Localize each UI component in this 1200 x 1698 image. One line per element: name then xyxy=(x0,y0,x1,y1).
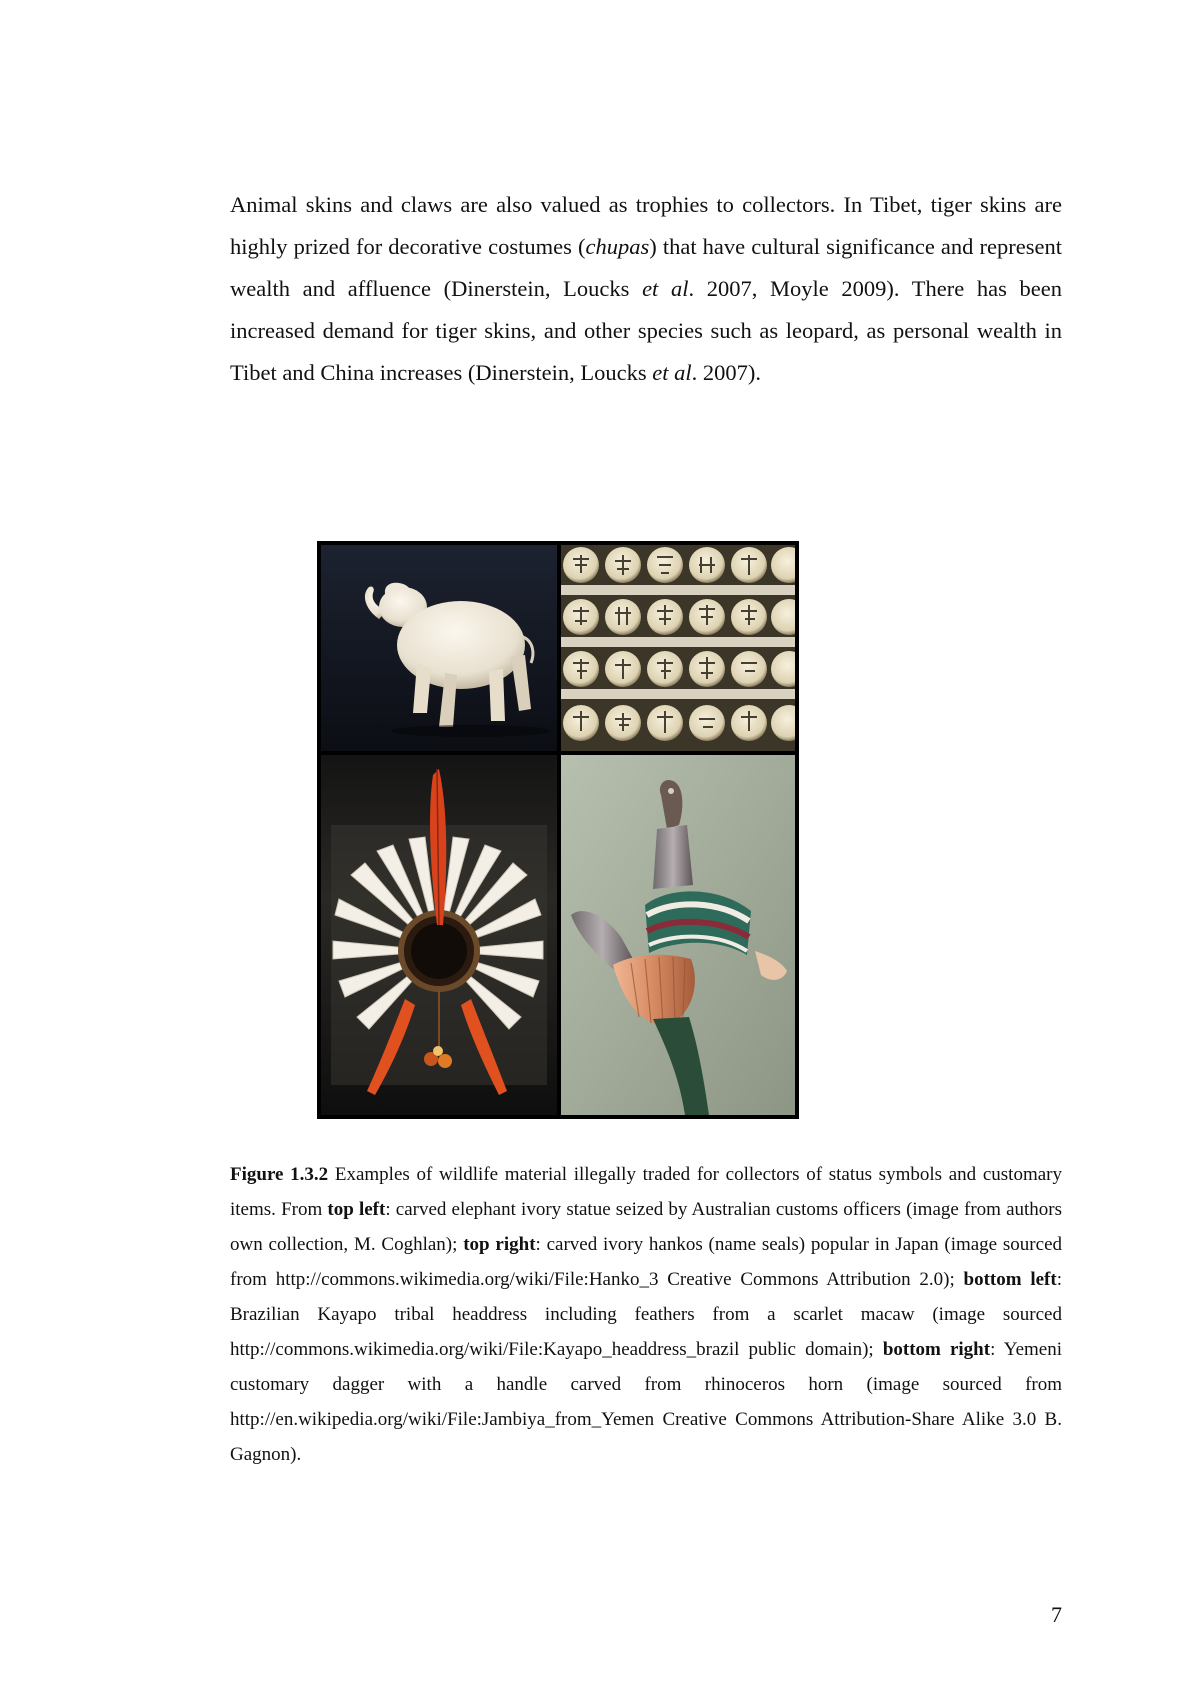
body-italic-et-al: et al xyxy=(652,360,692,385)
caption-figure-label: Figure 1.3.2 xyxy=(230,1164,329,1185)
page-number: 7 xyxy=(1051,1602,1062,1627)
caption-bold-bottom-right: bottom right xyxy=(882,1339,991,1360)
photo-ivory-elephant xyxy=(321,545,557,751)
caption-bold-top-right: top right xyxy=(463,1234,536,1255)
figure-image-grid xyxy=(317,541,799,1119)
caption-text-run: : Yemeni customary dagger with a handle carved from rhinoceros horn (image sourced from http://en.wikipedia.org/wiki/File:Jambiya_from_Yemen Creative Commons Attribution-Share Alike 3.0 B. Gagnon). xyxy=(230,1339,1063,1465)
caption-text-run: : carved elephant ivory statue seized by Australian customs officers (image from authors own collection, M. Coghlan); xyxy=(230,1199,1063,1255)
body-text-run: . 2007). xyxy=(691,360,761,385)
photo-yemeni-dagger xyxy=(561,755,795,1115)
caption-text-run: Examples of wildlife material illegally traded for collectors of status symbols and customary items. From xyxy=(230,1164,1062,1220)
body-italic-et-al: et al xyxy=(642,276,689,301)
caption-bold-bottom-left: bottom left xyxy=(963,1269,1057,1290)
kayapo-headdress-illustration xyxy=(321,755,557,1115)
body-text-run: . 2007, Moyle 2009). There has been increased demand for tiger skins, and other species such as leopard, as personal wealth in Tibet and China increases (Dinerstein, Loucks xyxy=(230,276,1062,385)
body-text-run: ) that have cultural significance and represent wealth and affluence (Dinerstein, Loucks xyxy=(230,234,1062,301)
caption-text-run: : carved ivory hankos (name seals) popular in Japan (image sourced from http://commons.wikimedia.org/wiki/File:Hanko_3 Creative Commons Attribution 2.0); xyxy=(230,1234,1062,1290)
figure-caption xyxy=(230,1157,1062,1472)
body-text-run: Animal skins and claws are also valued as trophies to collectors. In Tibet, tiger skins are highly prized for decorative costumes ( xyxy=(230,192,1062,259)
yemeni-dagger-illustration xyxy=(561,755,795,1115)
photo-kayapo-headdress xyxy=(321,755,557,1115)
caption-bold-top-left: top left xyxy=(327,1199,386,1220)
body-paragraph xyxy=(230,184,1062,394)
photo-ivory-hankos xyxy=(561,545,795,751)
caption-text-run: : Brazilian Kayapo tribal headdress including feathers from a scarlet macaw (image sourced http://commons.wikimedia.org/wiki/File:Kayapo_headdress_brazil public domain); xyxy=(230,1269,1062,1360)
body-italic-chupas: chupas xyxy=(585,234,650,259)
ivory-elephant-illustration xyxy=(321,545,557,751)
hanko-seals-illustration xyxy=(561,545,795,751)
